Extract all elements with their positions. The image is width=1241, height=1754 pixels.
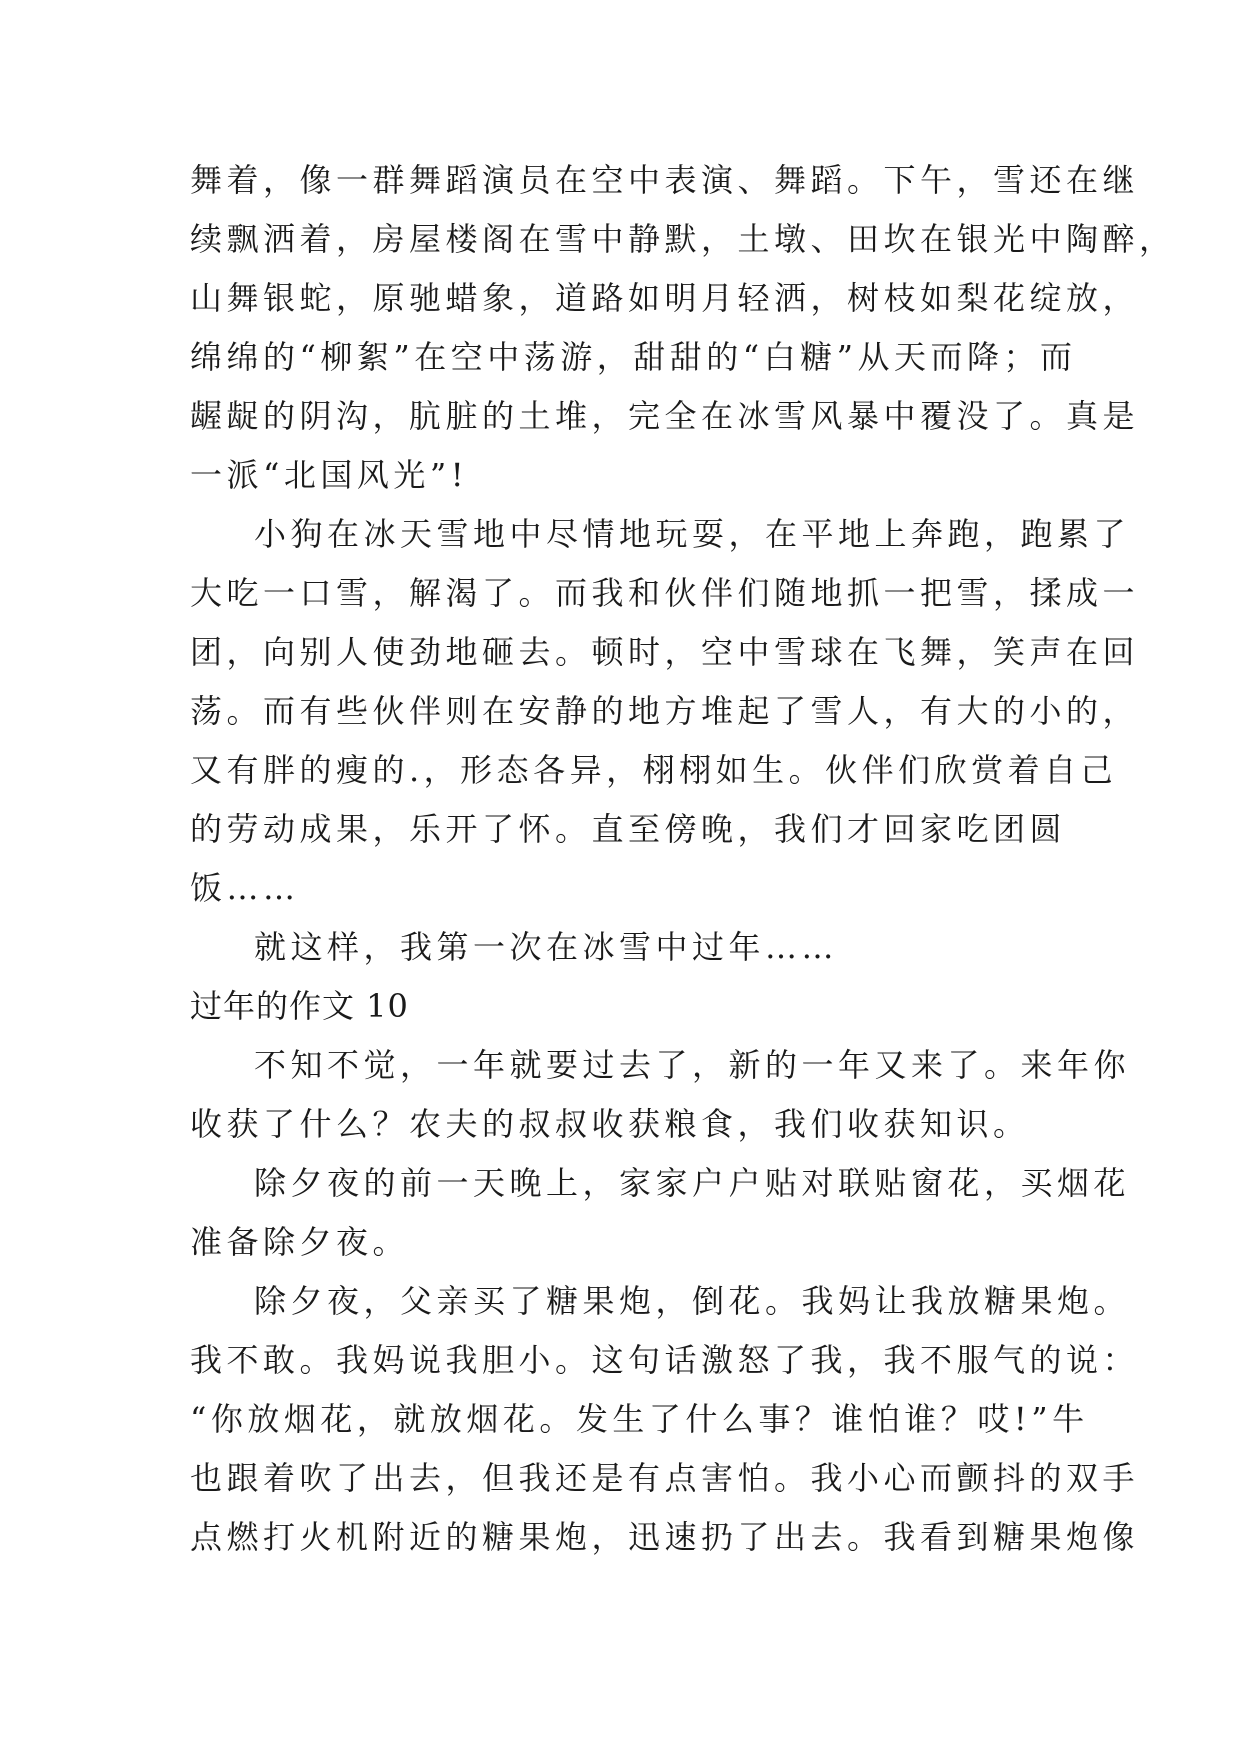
text-line: 我不敢。我妈说我胆小。这句话激怒了我，我不服气的说： <box>190 1341 1140 1379</box>
text-line: 绵绵的“柳絮”在空中荡游，甜甜的“白糖”从天而降；而 <box>190 338 1077 376</box>
text-line: 收获了什么？农夫的叔叔收获粮食，我们收获知识。 <box>190 1105 1030 1143</box>
text-line: 就这样，我第一次在冰雪中过年…… <box>254 928 839 966</box>
text-line: 小狗在冰天雪地中尽情地玩耍，在平地上奔跑，跑累了 <box>254 515 1131 553</box>
text-line: 续飘洒着，房屋楼阁在雪中静默，土墩、田坎在银光中陶醉， <box>190 220 1176 258</box>
text-line: 团，向别人使劲地砸去。顿时，空中雪球在飞舞，笑声在回 <box>190 633 1140 671</box>
text-line: 山舞银蛇，原驰蜡象，道路如明月轻洒，树枝如梨花绽放， <box>190 279 1140 317</box>
text-line: 不知不觉，一年就要过去了，新的一年又来了。来年你 <box>254 1046 1131 1084</box>
text-line: 荡。而有些伙伴则在安静的地方堆起了雪人，有大的小的， <box>190 692 1140 730</box>
section-heading: 过年的作文 10 <box>190 987 409 1025</box>
text-line: 饭…… <box>190 869 300 907</box>
text-line: 除夕夜，父亲买了糖果炮，倒花。我妈让我放糖果炮。 <box>254 1282 1131 1320</box>
text-line: 龌龊的阴沟，肮脏的土堆，完全在冰雪风暴中覆没了。真是 <box>190 397 1140 435</box>
text-line: 一派“北国风光”! <box>190 456 469 494</box>
text-line: “你放烟花，就放烟花。发生了什么事？谁怕谁？哎!”牛 <box>190 1400 1089 1438</box>
text-line: 准备除夕夜。 <box>190 1223 410 1261</box>
text-line: 也跟着吹了出去，但我还是有点害怕。我小心而颤抖的双手 <box>190 1459 1140 1497</box>
text-line: 大吃一口雪，解渴了。而我和伙伴们随地抓一把雪，揉成一 <box>190 574 1140 612</box>
text-line: 的劳动成果，乐开了怀。直至傍晚，我们才回家吃团圆 <box>190 810 1067 848</box>
text-line: 点燃打火机附近的糖果炮，迅速扔了出去。我看到糖果炮像 <box>190 1518 1140 1556</box>
document-body <box>190 151 1176 1567</box>
text-line: 除夕夜的前一天晚上，家家户户贴对联贴窗花，买烟花 <box>254 1164 1131 1202</box>
text-line: 舞着，像一群舞蹈演员在空中表演、舞蹈。下午，雪还在继 <box>190 161 1140 199</box>
text-line: 又有胖的瘦的.，形态各异，栩栩如生。伙伴们欣赏着自己 <box>190 751 1118 789</box>
